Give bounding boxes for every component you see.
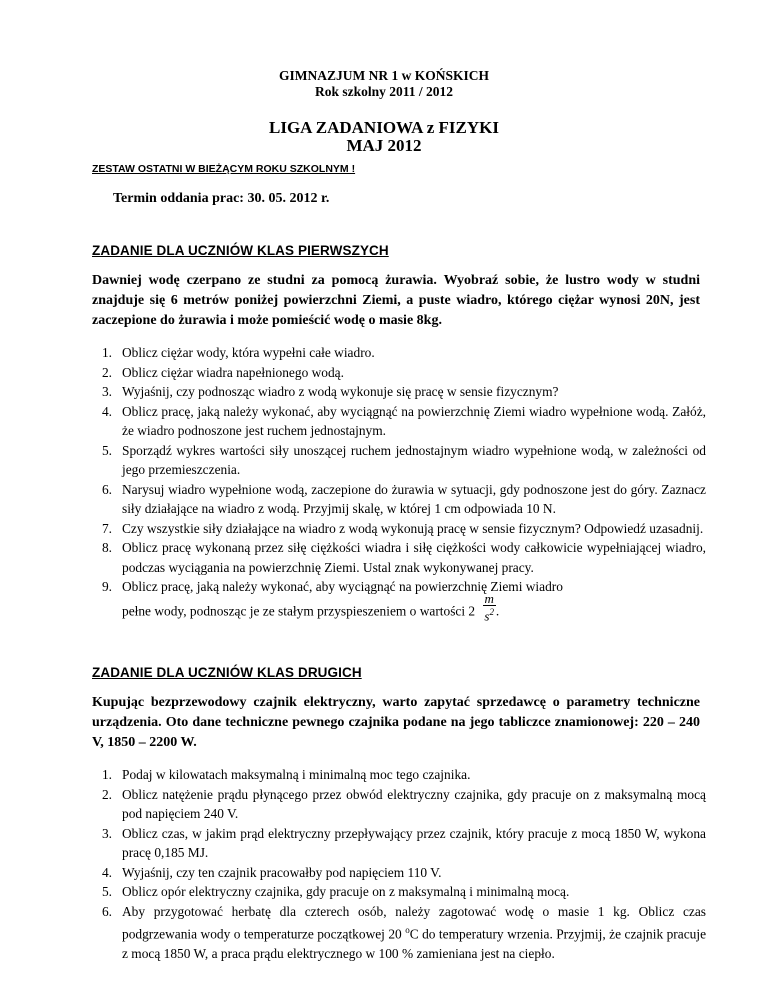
degree-symbol: o xyxy=(405,925,410,935)
unit-numerator: m xyxy=(484,590,494,606)
page-title: LIGA ZADANIOWA z FIZYKI xyxy=(268,118,499,137)
section2-intro: Kupując bezprzewodowy czajnik elektryczny, warto zapytać sprzedawcę o parametry techniczne urządzenia. Oto dane techniczne pewnego czajnika podane na jego tabliczce znamionowej: 220 – 240 V, 1850 – 2200 W. xyxy=(92,695,700,750)
item-text: Oblicz ciężar wiadra napełnionego wodą. xyxy=(122,364,344,380)
item-text: Oblicz ciężar wody, która wypełni całe wiadro. xyxy=(122,345,375,360)
school-name: GIMNAZJUM NR 1 w KOŃSKICH xyxy=(278,68,489,83)
list-item xyxy=(92,363,706,383)
deadline: Termin oddania prac: 30. 05. 2012 r. xyxy=(113,191,330,206)
item-text: Wyjaśnij, czy ten czajnik pracowałby pod napięciem 110 V. xyxy=(122,864,442,880)
unit-denominator: s xyxy=(484,607,490,623)
item-number: 9. xyxy=(101,579,112,594)
item-text: Podaj w kilowatach maksymalną i minimalną moc tego czajnika. xyxy=(122,767,471,782)
item-text: Oblicz opór elektryczny czajnika, gdy pracuje on z maksymalną i minimalną mocą. xyxy=(122,884,570,899)
item-end: . xyxy=(495,602,500,618)
list-item xyxy=(92,785,706,824)
item-text: Oblicz pracę, jaką należy wykonać, aby wyciągnąć na powierzchnię Ziemi wiadro xyxy=(122,579,563,594)
page-subtitle: MAJ 2012 xyxy=(346,136,422,155)
school-year: Rok szkolny 2011 / 2012 xyxy=(314,84,454,99)
item-number: 7. xyxy=(101,520,112,536)
item-number: 3. xyxy=(101,825,112,841)
item-text: Aby przygotować herbatę dla czterech osób, należy zagotować wodę o masie 1 kg. Oblicz czas podgrzewania wody o temperaturze początkowej 20 xyxy=(122,903,706,942)
item-number: 6. xyxy=(101,903,112,919)
list-item xyxy=(92,882,706,902)
item-text: Narysuj wiadro wypełnione wodą, zaczepione do żurawia w sytuacji, gdy podnoszone jest do góry. Zaznacz siły działające na wiadro z wodą. Przyjmij skalę, w której 1 cm odpowiada 10 N. xyxy=(122,481,706,516)
item-number: 8. xyxy=(101,540,112,555)
list-item xyxy=(92,863,706,883)
list-item xyxy=(92,824,706,863)
list-item xyxy=(92,765,706,785)
item-number: 1. xyxy=(101,767,112,782)
section2-task-list xyxy=(92,765,706,963)
list-item xyxy=(92,343,706,363)
item-number: 4. xyxy=(101,864,112,880)
item-number: 5. xyxy=(101,884,112,899)
item-text: Oblicz pracę, jaką należy wykonać, aby wyciągnąć na powierzchnię Ziemi wiadro wypełnione wodą. Załóż, że wiadro podnoszone jest ruchem jednostajnym. xyxy=(122,403,706,438)
acceleration-unit xyxy=(483,592,496,622)
item-number: 4. xyxy=(101,403,112,419)
item-text-cont: C do temperatury wrzenia. Przyjmij, że czajnik pracuje z mocą 1850 W, a praca prądu elektrycznego w 100 % zamieniana jest na ciepło. xyxy=(122,926,707,961)
unit-exponent: 2 xyxy=(489,606,494,617)
item-text: Oblicz czas, w jakim prąd elektryczny przepływający przez czajnik, który pracuje z mocą 1850 W, wykona pracę 0,185 MJ. xyxy=(122,825,706,860)
notice: ZESTAW OSTATNI W BIEŻĄCYM ROKU SZKOLNYM ! xyxy=(92,163,356,175)
item-text: Oblicz natężenie prądu płynącego przez obwód elektryczny czajnika, gdy pracuje on z maksymalną mocą pod napięciem 240 V. xyxy=(122,786,706,821)
item-text: Oblicz pracę wykonaną przez siłę ciężkości wiadra i siłę ciężkości wody całkowicie wypełniającej wiadro, podczas wyciągania na powierzchnię Ziemi. Ustal znak wykonywanej pracy. xyxy=(122,540,706,575)
item-number: 5. xyxy=(101,442,112,458)
section1-heading: ZADANIE DLA UCZNIÓW KLAS PIERWSZYCH xyxy=(92,243,389,258)
list-item xyxy=(92,519,706,539)
section1-intro: Dawniej wodę czerpano ze studni za pomocą żurawia. Wyobraź sobie, że lustro wody w studni znajduje się 6 metrów poniżej powierzchni Ziemi, a puste wiadro, którego ciężar wynosi 20N, jest zaczepione do żurawia i może pomieścić wodę o masie 8kg. xyxy=(92,273,700,328)
section2-heading: ZADANIE DLA UCZNIÓW KLAS DRUGICH xyxy=(92,665,362,680)
list-item xyxy=(92,441,706,480)
item-text: Wyjaśnij, czy podnosząc wiadro z wodą wykonuje się pracę w sensie fizycznym? xyxy=(122,384,559,399)
item-number: 6. xyxy=(101,481,112,497)
section1-task-list xyxy=(92,343,706,627)
item-text-cont: pełne wody, podnosząc je ze stałym przyspieszeniem o wartości 2 xyxy=(122,602,476,618)
item-number: 2. xyxy=(101,786,112,802)
list-item xyxy=(92,538,706,577)
item-text: Czy wszystkie siły działające na wiadro z wodą wykonują pracę w sensie fizycznym? Odpowiedź uzasadnij. xyxy=(122,520,704,536)
list-item xyxy=(92,382,706,402)
item-number: 1. xyxy=(101,345,112,360)
list-item xyxy=(92,577,706,627)
list-item xyxy=(92,402,706,441)
list-item xyxy=(92,902,706,964)
item-number: 2. xyxy=(101,364,112,380)
item-number: 3. xyxy=(101,384,112,399)
item-text: Sporządź wykres wartości siły unoszącej ruchem jednostajnym wiadro wypełnione wodą, w zależności od jego przemieszczenia. xyxy=(122,442,706,477)
list-item xyxy=(92,480,706,519)
